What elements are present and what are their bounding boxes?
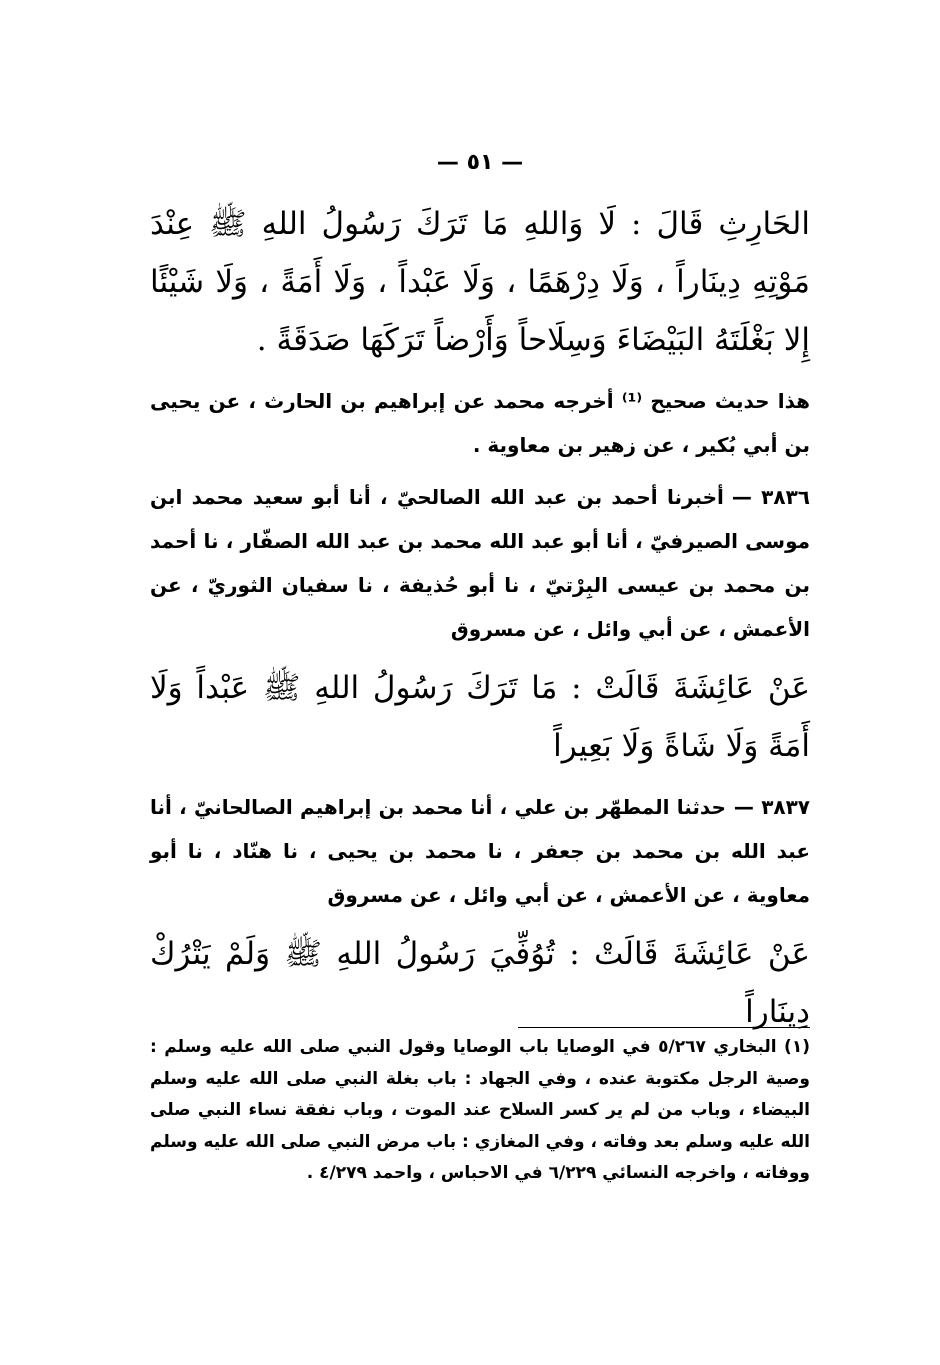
hadith-chain-3836 <box>150 475 810 651</box>
hadith-number: ٣٨٣٦ — <box>731 485 810 509</box>
hadith-text: الحَارِثِ قَالَ : لَا وَاللهِ مَا تَرَكَ رَسُولُ اللهِ ﷺ عِنْدَ مَوْتِهِ دِينَاراً ، وَلَا دِرْهَمًا ، وَلَا عَبْداً ، وَلَا أَمَةً ، وَلَا شَيْئًا إِلا بَغْلَتَهُ البَيْضَاءَ وَسِلَاحاً وَأَرْضاً تَرَكَهَا صَدَقَةً . <box>150 206 810 358</box>
footnote: (١) البخاري ٥/٢٦٧ في الوصايا باب الوصايا وقول النبي صلى الله عليه وسلم : وصية الرجل مكتوبة عنده ، وفي الجهاد : باب بغلة النبي صلى الله عليه وسلم البيضاء ، وباب من لم ير كسر السلاح عند الموت ، وباب نفقة نساء النبي صلى الله عليه وسلم بعد وفاته ، وفي المغازي : باب مرض النبي صلى الله عليه وسلم ووفاته ، واخرجه النسائي ٦/٢٢٩ في الاحباس ، واحمد ٤/٢٧٩ . <box>150 1037 810 1183</box>
footnote-separator <box>518 1027 810 1028</box>
hadith-commentary: هذا حديث صحيح ⁽¹⁾ أخرجه محمد عن إبراهيم بن الحارث ، عن يحيى بن أبي بُكير ، عن زهير بن معاوية . <box>150 389 810 457</box>
page-number: — ٥١ — <box>436 150 524 175</box>
chain-of-narration: حدثنا المطهّر بن علي ، أنا محمد بن إبراهيم الصالحانيّ ، أنا عبد الله بن محمد بن جعفر ، نا محمد بن يحيى ، نا هنّاد ، نا أبو معاوية ، عن الأعمش ، عن أبي وائل ، عن مسروق <box>150 795 810 907</box>
chain-of-narration: أخبرنا أحمد بن عبد الله الصالحيّ ، أنا أبو سعيد محمد ابن موسى الصيرفيّ ، أنا أبو عبد الله محمد بن عبد الله الصفّار ، نا أحمد بن محمد بن عيسى البِرْتيّ ، نا أبو حُذيفة ، نا سفيان الثوريّ ، عن الأعمش ، عن أبي وائل ، عن مسروق <box>150 485 810 641</box>
hadith-chain-3837 <box>150 785 810 917</box>
hadith-text: عَنْ عَائِشَةَ قَالَتْ : تُوُفِّيَ رَسُولُ اللهِ ﷺ وَلَمْ يَتْرُكْ دِينَاراً <box>150 936 810 1030</box>
hadith-text: عَنْ عَائِشَةَ قَالَتْ : مَا تَرَكَ رَسُولُ اللهِ ﷺ عَبْداً وَلَا أَمَةً وَلَا شَاةً وَلَا بَعِيراً <box>150 670 810 764</box>
book-page <box>150 150 811 1183</box>
hadith-number: ٣٨٣٧ — <box>733 795 811 819</box>
